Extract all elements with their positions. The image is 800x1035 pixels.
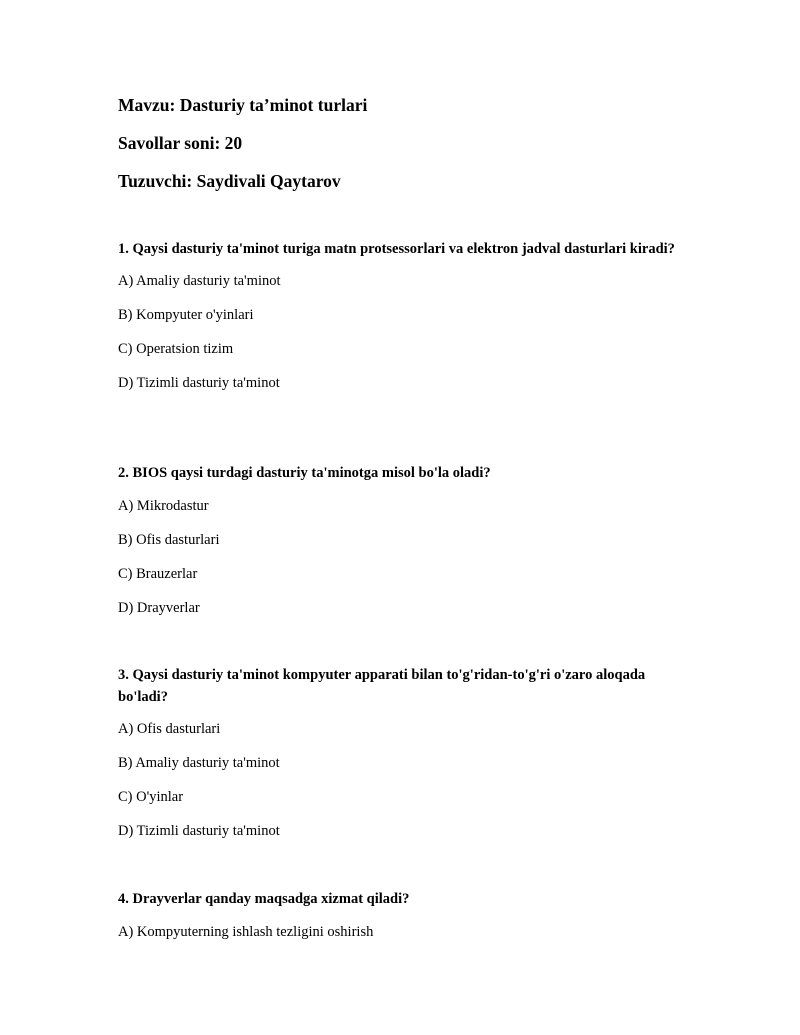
option-d: D) Drayverlar xyxy=(118,600,200,616)
question-1 xyxy=(118,238,688,392)
option-c: C) Operatsion tizim xyxy=(118,341,234,357)
author-heading: Tuzuvchi: Saydivali Qaytarov xyxy=(118,171,341,191)
question-text: 4. Drayverlar qanday maqsadga xizmat qiladi? xyxy=(118,891,410,907)
option-a: A) Mikrodastur xyxy=(118,498,209,514)
option-d: D) Tizimli dasturiy ta'minot xyxy=(118,375,280,391)
question-3 xyxy=(118,664,688,840)
answer-options xyxy=(118,497,688,617)
option-a: A) Ofis dasturlari xyxy=(118,721,221,737)
option-c: C) O'yinlar xyxy=(118,789,184,805)
option-c: C) Brauzerlar xyxy=(118,566,198,582)
option-b: B) Ofis dasturlari xyxy=(118,532,220,548)
option-b: B) Amaliy dasturiy ta'minot xyxy=(118,755,280,771)
option-d: D) Tizimli dasturiy ta'minot xyxy=(118,823,280,839)
option-a: A) Kompyuterning ishlash tezligini oshirish xyxy=(118,924,374,940)
answer-options xyxy=(118,720,688,840)
option-a: A) Amaliy dasturiy ta'minot xyxy=(118,273,281,289)
answer-options xyxy=(118,272,688,392)
question-4 xyxy=(118,888,688,941)
option-b: B) Kompyuter o'yinlari xyxy=(118,307,254,323)
topic-heading: Mavzu: Dasturiy ta’minot turlari xyxy=(118,95,368,115)
question-2 xyxy=(118,462,688,617)
question-text: 2. BIOS qaysi turdagi dasturiy ta'minotga misol bo'la oladi? xyxy=(118,465,491,481)
answer-options xyxy=(118,923,688,941)
question-count-heading: Savollar soni: 20 xyxy=(118,133,243,153)
question-text: 1. Qaysi dasturiy ta'minot turiga matn protsessorlari va elektron jadval dasturlari kiradi? xyxy=(118,241,675,257)
question-text: 3. Qaysi dasturiy ta'minot kompyuter apparati bilan to'g'ridan-to'g'ri o'zaro aloqada bo'ladi? xyxy=(118,667,646,705)
